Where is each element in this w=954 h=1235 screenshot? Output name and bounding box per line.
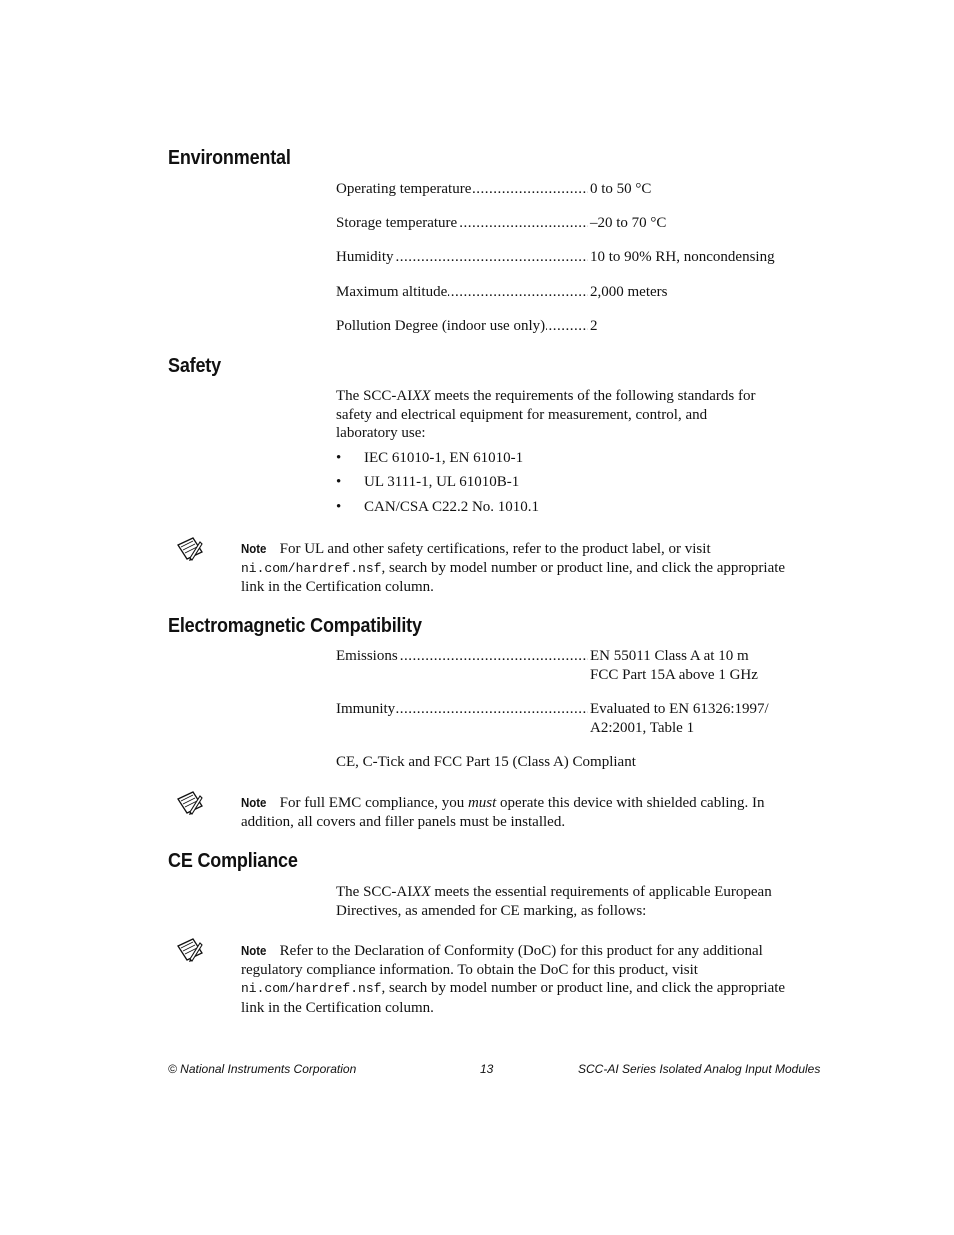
list-item-text: CAN/CSA C22.2 No. 1010.1 [364,499,540,515]
intro-text: meets the requirements of the following standards for safety and electrical equipment for measurement, control, and laboratory use: [336,388,756,441]
note-label: Note [241,795,267,810]
spec-row [336,248,806,283]
spec-value-line: EN 55011 Class A at 10 m [590,648,749,664]
note-icon [176,937,204,963]
list-item [336,499,539,516]
model-suffix: XX [412,388,431,404]
intro-prefix: The SCC-AI [336,884,413,900]
safety-note [241,540,801,597]
note-text: For UL and other safety certifications, refer to the product label, or visit [279,541,711,557]
safety-heading: Safety [168,355,221,377]
intro-text: meets the essential requirements of applicable European Directives, as amended for CE marking, as follows: [336,884,772,919]
spec-row [336,283,806,317]
spec-value: 0 to 50 °C [590,181,652,197]
safety-intro [336,387,756,443]
list-item-text: UL 3111-1, UL 61010B-1 [364,474,520,490]
ce-note [241,942,791,1017]
bullet-icon: • [336,474,342,490]
environmental-heading: Environmental [168,147,291,169]
spec-label: Maximum altitude [336,284,448,300]
emc-compliance-text: CE, C-Tick and FCC Part 15 (Class A) Compliant [336,754,636,770]
list-item-text: IEC 61010-1, EN 61010-1 [364,450,524,466]
note-emphasis: must [467,795,497,811]
ce-intro [336,883,796,920]
spec-value-line: A2:2001, Table 1 [590,720,695,736]
note-link[interactable]: ni.com/hardref.nsf [241,560,382,576]
note-text: , search by model number or product line, and click the appropriate link in the Certification column. [241,559,786,595]
spec-value: –20 to 70 °C [590,215,667,231]
emc-specs [336,647,806,740]
emc-note [241,794,781,831]
note-text: Refer to the Declaration of Conformity (DoC) for this product for any additional regulatory compliance information. To obtain the DoC for this product, visit [241,943,763,978]
ce-heading: CE Compliance [168,850,298,872]
note-icon [176,536,204,562]
spec-row [336,647,806,700]
intro-prefix: The SCC-AI [336,388,413,404]
spec-value: 2,000 meters [590,284,668,300]
note-text: operate this device with shielded cabling. In addition, all covers and filler panels must be installed. [241,795,765,830]
spec-value: 2 [590,318,598,334]
note-text: For full EMC compliance, you [279,795,468,811]
spec-value-line: FCC Part 15A above 1 GHz [590,667,758,683]
spec-row [336,317,806,337]
spec-value: 10 to 90% RH, noncondensing [590,249,775,265]
footer-title: SCC-AI Series Isolated Analog Input Modules [578,1062,821,1076]
list-item [336,474,519,491]
spec-label: Humidity [336,249,394,265]
list-item [336,450,523,467]
spec-label: Operating temperature [336,181,472,197]
spec-value-line: Evaluated to EN 61326:1997/ [590,701,769,717]
note-icon [176,790,204,816]
spec-label: Storage temperature [336,215,458,231]
bullet-icon: • [336,499,342,515]
page-number: 13 [480,1062,494,1076]
spec-label: Emissions [336,648,398,664]
spec-label: Immunity [336,701,396,717]
spec-label: Pollution Degree (indoor use only) [336,318,546,334]
bullet-icon: • [336,450,342,466]
environmental-specs [336,180,806,337]
footer-copyright: © National Instruments Corporation [168,1062,357,1076]
spec-value [588,700,769,740]
note-label: Note [241,943,267,958]
model-suffix: XX [412,884,431,900]
spec-row [336,700,806,740]
note-text: , search by model number or product line, and click the appropriate link in the Certification column. [241,980,786,1016]
note-link[interactable]: ni.com/hardref.nsf [241,981,382,996]
spec-row [336,180,806,214]
emc-heading: Electromagnetic Compatibility [168,615,422,637]
note-label: Note [241,541,267,556]
spec-row [336,214,806,248]
spec-value [588,647,758,700]
